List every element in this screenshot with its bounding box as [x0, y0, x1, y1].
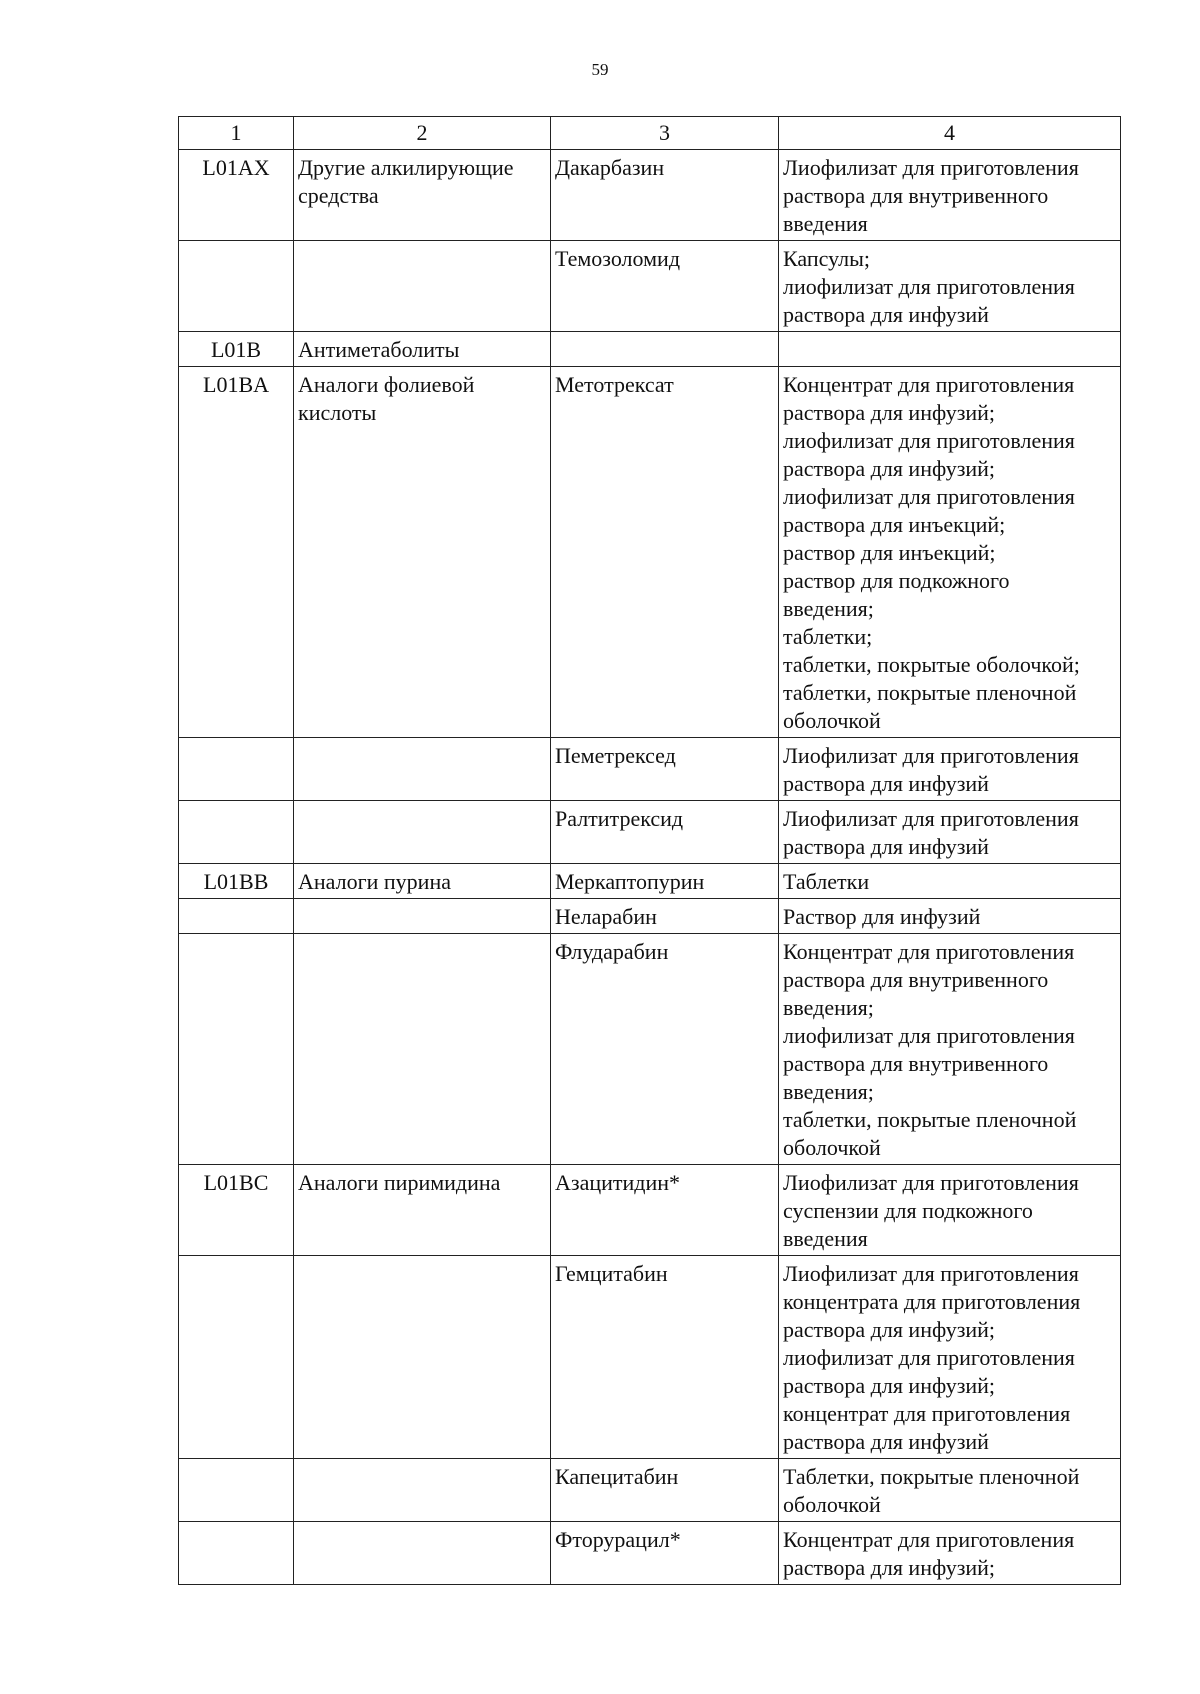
dosage-form-line: лиофилизат для приготовления [783, 274, 1075, 299]
group-line: Антиметаболиты [298, 337, 460, 362]
group-cell [294, 367, 551, 738]
drug-cell: Темозоломид [551, 241, 779, 332]
group-line: средства [298, 183, 379, 208]
dosage-form-line: таблетки, покрытые оболочкой; [783, 652, 1080, 677]
atc-code-cell [179, 1522, 294, 1585]
atc-code-cell: L01BB [179, 864, 294, 899]
dosage-form-cell [779, 150, 1121, 241]
dosage-form-line: введения; [783, 1079, 874, 1104]
dosage-form-line: Лиофилизат для приготовления [783, 1261, 1079, 1286]
dosage-form-line: раствора для инфузий; [783, 1317, 996, 1342]
dosage-form-cell [779, 801, 1121, 864]
atc-code-cell: L01BA [179, 367, 294, 738]
dosage-form-line: раствора для инфузий [783, 834, 989, 859]
table-row [179, 899, 1121, 934]
drug-cell: Капецитабин [551, 1459, 779, 1522]
dosage-form-cell [779, 241, 1121, 332]
dosage-form-cell [779, 332, 1121, 367]
dosage-form-cell [779, 1459, 1121, 1522]
dosage-form-line: Таблетки [783, 869, 870, 894]
table-row [179, 332, 1121, 367]
dosage-form-cell [779, 367, 1121, 738]
dosage-form-line: таблетки; [783, 624, 873, 649]
dosage-form-line: лиофилизат для приготовления [783, 484, 1075, 509]
table-row [179, 1459, 1121, 1522]
drug-cell: Ралтитрексид [551, 801, 779, 864]
table-row [179, 1256, 1121, 1459]
dosage-form-line: раствора для инфузий; [783, 456, 996, 481]
drug-cell: Дакарбазин [551, 150, 779, 241]
dosage-form-line: Концентрат для приготовления [783, 372, 1075, 397]
dosage-form-line: лиофилизат для приготовления [783, 1023, 1075, 1048]
group-cell [294, 1165, 551, 1256]
dosage-form-line: раствора для внутривенного [783, 183, 1049, 208]
table-row [179, 801, 1121, 864]
dosage-form-line: оболочкой [783, 708, 881, 733]
dosage-form-cell [779, 864, 1121, 899]
drug-cell: Неларабин [551, 899, 779, 934]
table-row [179, 1165, 1121, 1256]
dosage-form-line: раствора для внутривенного [783, 967, 1049, 992]
table-row [179, 150, 1121, 241]
header-cell-1: 1 [179, 117, 294, 150]
dosage-form-line: введения [783, 211, 868, 236]
atc-code-cell [179, 241, 294, 332]
dosage-form-line: раствора для инфузий; [783, 400, 996, 425]
atc-code-cell [179, 801, 294, 864]
atc-code-cell [179, 1256, 294, 1459]
dosage-form-line: раствора для инфузий; [783, 1555, 996, 1580]
dosage-form-line: Таблетки, покрытые пленочной [783, 1464, 1080, 1489]
atc-code-cell [179, 1459, 294, 1522]
atc-code-cell [179, 934, 294, 1165]
dosage-form-line: раствора для инфузий [783, 771, 989, 796]
dosage-form-line: Раствор для инфузий [783, 904, 981, 929]
table-row [179, 934, 1121, 1165]
group-cell [294, 934, 551, 1165]
group-cell [294, 899, 551, 934]
atc-code-cell [179, 738, 294, 801]
dosage-form-line: Лиофилизат для приготовления [783, 743, 1079, 768]
dosage-form-cell [779, 738, 1121, 801]
group-line: кислоты [298, 400, 377, 425]
atc-code-cell: L01AX [179, 150, 294, 241]
header-cell-4: 4 [779, 117, 1121, 150]
group-line: Аналоги пурина [298, 869, 451, 894]
dosage-form-line: Концентрат для приготовления [783, 1527, 1075, 1552]
dosage-form-line: раствора для инфузий; [783, 1373, 996, 1398]
dosage-form-line: раствора для инъекций; [783, 512, 1006, 537]
dosage-form-line: Лиофилизат для приготовления [783, 806, 1079, 831]
dosage-form-line: введения; [783, 596, 874, 621]
dosage-form-line: лиофилизат для приготовления [783, 428, 1075, 453]
group-line: Аналоги фолиевой [298, 372, 475, 397]
header-cell-2: 2 [294, 117, 551, 150]
group-line: Другие алкилирующие [298, 155, 514, 180]
dosage-form-line: раствора для инфузий [783, 302, 989, 327]
group-line: Аналоги пиримидина [298, 1170, 501, 1195]
dosage-form-line: Лиофилизат для приготовления [783, 1170, 1079, 1195]
dosage-form-line: введения; [783, 995, 874, 1020]
table-header-row [179, 117, 1121, 150]
drug-cell: Метотрексат [551, 367, 779, 738]
dosage-form-line: раствора для инфузий [783, 1429, 989, 1454]
dosage-form-line: суспензии для подкожного [783, 1198, 1033, 1223]
group-cell [294, 864, 551, 899]
dosage-form-line: раствор для подкожного [783, 568, 1010, 593]
dosage-form-line: лиофилизат для приготовления [783, 1345, 1075, 1370]
group-cell [294, 1256, 551, 1459]
dosage-form-cell [779, 1165, 1121, 1256]
dosage-form-line: таблетки, покрытые пленочной [783, 680, 1077, 705]
page-number: 59 [591, 60, 609, 79]
group-cell [294, 332, 551, 367]
dosage-form-line: концентрата для приготовления [783, 1289, 1081, 1314]
dosage-form-cell [779, 1256, 1121, 1459]
dosage-form-cell [779, 934, 1121, 1165]
drug-cell: Флударабин [551, 934, 779, 1165]
dosage-form-line: введения [783, 1226, 868, 1251]
dosage-form-cell [779, 899, 1121, 934]
dosage-form-cell [779, 1522, 1121, 1585]
group-cell [294, 1459, 551, 1522]
table-row [179, 367, 1121, 738]
table-row [179, 241, 1121, 332]
dosage-form-line: оболочкой [783, 1492, 881, 1517]
drug-cell: Гемцитабин [551, 1256, 779, 1459]
group-cell [294, 1522, 551, 1585]
dosage-form-line: Концентрат для приготовления [783, 939, 1075, 964]
dosage-form-line: оболочкой [783, 1135, 881, 1160]
medication-table [178, 116, 1121, 1585]
group-cell [294, 241, 551, 332]
group-cell [294, 150, 551, 241]
dosage-form-line: концентрат для приготовления [783, 1401, 1071, 1426]
dosage-form-line: Капсулы; [783, 246, 871, 271]
atc-code-cell: L01BC [179, 1165, 294, 1256]
table-row [179, 738, 1121, 801]
atc-code-cell: L01B [179, 332, 294, 367]
table-row [179, 864, 1121, 899]
table-row [179, 1522, 1121, 1585]
group-cell [294, 801, 551, 864]
table-body [179, 117, 1121, 1585]
atc-code-cell [179, 899, 294, 934]
header-cell-3: 3 [551, 117, 779, 150]
drug-cell: Азацитидин* [551, 1165, 779, 1256]
drug-cell [551, 332, 779, 367]
dosage-form-line: таблетки, покрытые пленочной [783, 1107, 1077, 1132]
dosage-form-line: Лиофилизат для приготовления [783, 155, 1079, 180]
drug-cell: Меркаптопурин [551, 864, 779, 899]
dosage-form-line: раствор для инъекций; [783, 540, 996, 565]
group-cell [294, 738, 551, 801]
drug-cell: Фторурацил* [551, 1522, 779, 1585]
drug-cell: Пеметрексед [551, 738, 779, 801]
dosage-form-line: раствора для внутривенного [783, 1051, 1049, 1076]
